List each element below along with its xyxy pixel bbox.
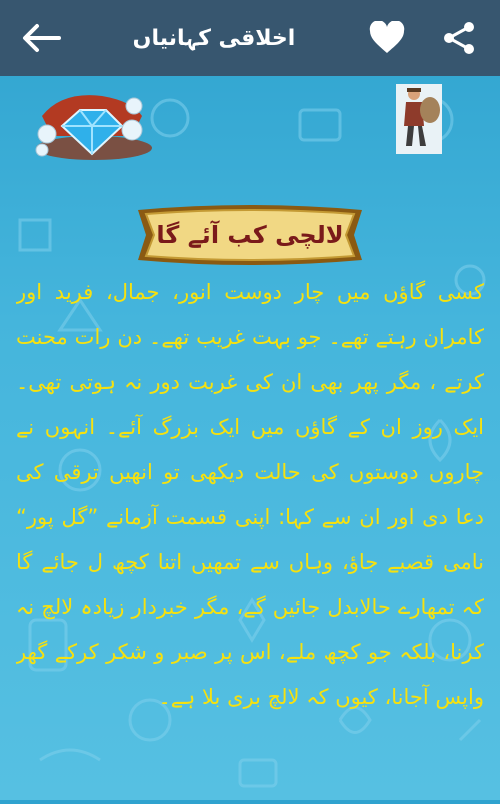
favorite-button[interactable]: [364, 15, 410, 61]
share-icon: [442, 21, 476, 55]
share-button[interactable]: [436, 15, 482, 61]
arrow-left-icon: [21, 23, 61, 53]
app-bar: [0, 0, 500, 76]
gems-illustration: [22, 86, 162, 166]
back-button[interactable]: [18, 15, 64, 61]
heart-icon: [368, 21, 406, 55]
story-title: لالچی کب آئے گا: [156, 221, 344, 249]
app-title: اخلاقی کہانیاں: [132, 25, 296, 51]
man-with-sack-illustration: [396, 84, 442, 154]
story-body: کسی گاؤں میں چار دوست انور، جمال، فرید اور کامران رہتے تھے۔ جو بہت غریب تھے۔ دن رات محنت کرتے ، مگر پھر بھی ان کی غربت دور نہ ہوتی تھی۔ ایک روز ان کے گاؤں میں ایک بزرگ آئے۔ انہوں نے چاروں دوستوں کی حالت دیکھی تو انھیں ترقی کی دعا دی اور ان سے کہا: اپنی قسمت آزمانے ”گل پور“ نامی قصبے جاؤ، وہاں سے تمھیں اتنا کچھ ل جائے گا کہ تمھارے حالابدل جائیں گے، مگر خبردار زیادہ لالچ نہ کرنا، بلکہ جو کچھ ملے، اس پر صبر و شکر کرکے گھر واپس آجانا، کیوں کہ لالچ بری بلا ہے۔: [16, 280, 484, 709]
